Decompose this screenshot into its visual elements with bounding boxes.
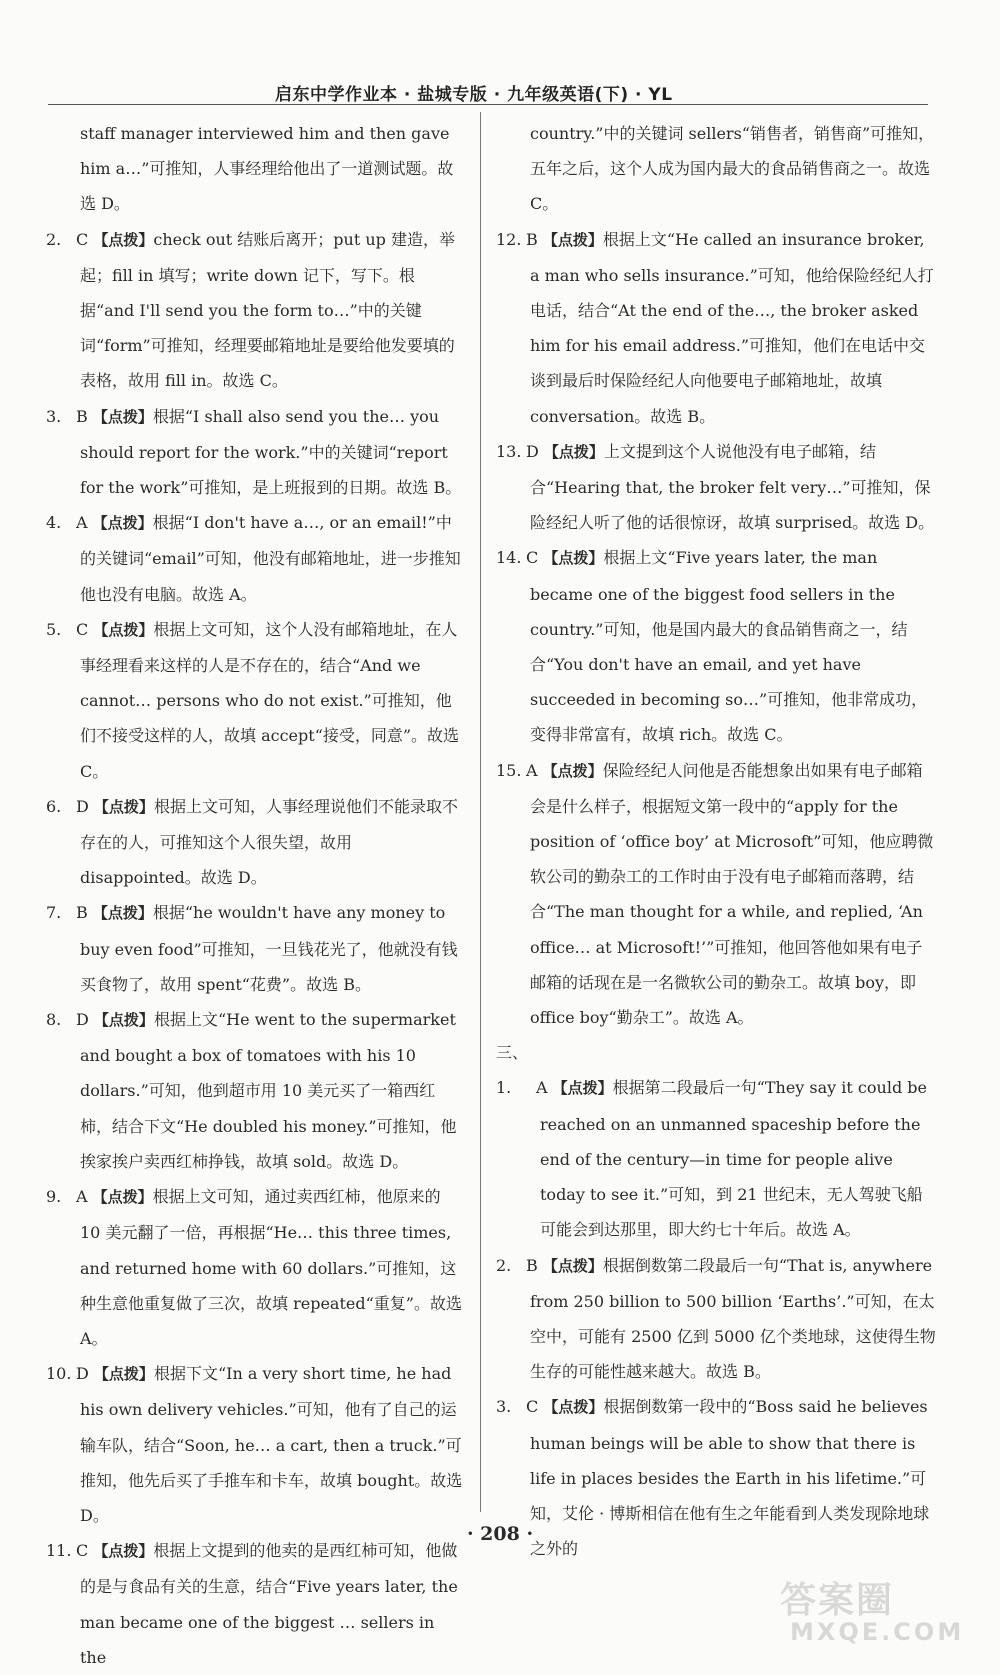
hint-tag: 【点拨】 [543, 1398, 604, 1417]
hint-tag: 【点拨】 [543, 549, 604, 568]
item-text: 根据上文提到的他卖的是西红柿可知，他做的是与食品有关的生意，结合“Five years later, the man became one of the biggest … sellers in the [80, 1541, 458, 1667]
item-text: 根据第二段最后一句“They say it could be reached on an unmanned spaceship before the end of the century—in time for people alive today to see it.”可知，到 21 世纪末，无人驾驶飞船可能会到达那里，即大约七十年后。故选 A。 [540, 1078, 927, 1240]
item-text: 根据上文可知，这个人没有邮箱地址，在人事经理看来这样的人是不存在的，结合“And we cannot… persons who do not exist.”可推知，他们不接受这样的人，故填 accept“接受，同意”。故选 C。 [80, 619, 460, 781]
hint-tag: 【点拨】 [92, 514, 153, 533]
item-text: 根据上文“He went to the supermarket and bought a box of tomatoes with his 10 dollars.”可知，他到超市用 10 美元买了一箱西红柿，结合下文“He doubled his money.”可推知，他挨家挨户卖西红柿挣钱，故填 sold。故选 D。 [80, 1010, 457, 1171]
watermark-site: MXQE.COM [790, 1618, 965, 1646]
answer-item [46, 505, 464, 612]
page-header [0, 0, 1000, 108]
left-column [46, 116, 464, 1667]
item-text: 根据下文“In a very short time, he had his own delivery vehicles.”可知，他有了自己的运输车队，结合“Soon, he… a cart, then a truck.”可推知，他先后买了手推车和卡车，故填 bought。故选 D。 [80, 1364, 463, 1525]
answer-item [46, 1533, 464, 1675]
item-text: 根据倒数第一段中的“Boss said he believes human beings will be able to show that there is life in places besides the Earth in his lifetime.”可知，艾伦 · 博斯相信在他有生之年能看到人类发现除地球之外的 [530, 1397, 930, 1559]
answer-item [496, 540, 936, 752]
item-text: 根据上文“He called an insurance broker, a man who sells insurance.”可知，他给保险经纪人打电话，结合“At the end of the…, the broker asked him for his email address.”可推知，他们在电话中交谈到最后时保险经纪人向他要电子邮箱地址，故填 conversation。故选 B。 [530, 229, 934, 426]
answer-item [46, 1356, 464, 1533]
hint-tag: 【点拨】 [93, 1542, 154, 1561]
answer-item [46, 1179, 464, 1356]
answer-item [496, 1248, 936, 1390]
item-number: 15. [496, 760, 522, 780]
item-text: 上文提到这个人说他没有电子邮箱，结合“Hearing that, the broker felt very…”可推知，保险经纪人听了他的话很惊讶，故填 surprised。故选 D。 [530, 441, 935, 533]
page-number: · 208 · [466, 1523, 534, 1545]
item-text: 根据上文“Five years later, the man became one of the biggest food sellers in the country.”可知，他是国内最大的食品销售商之一，结合“You don't have an email, and yet have succeeded in becoming so…”可推知，他非常成功，变得非常富有，故填 rich。故选 C。 [530, 548, 928, 745]
item-answer: B [526, 229, 538, 249]
header-rule [48, 104, 928, 105]
answer-item [496, 116, 936, 222]
item-answer: D [526, 441, 539, 461]
watermark-glyphs: 答案圈 [780, 1580, 895, 1621]
hint-tag: 【点拨】 [93, 1011, 154, 1030]
item-answer: C [76, 229, 89, 249]
item-number: 7. [46, 903, 62, 923]
answer-item [496, 1035, 936, 1247]
hint-tag: 【点拨】 [542, 1256, 603, 1275]
hint-tag: 【点拨】 [93, 797, 154, 816]
item-number: 5. [46, 619, 62, 639]
item-answer: C [76, 1541, 89, 1561]
item-text: 保险经纪人问他是否能想象出如果有电子邮箱会是什么样子，根据短文第一段中的“apply for the position of ‘office boy’ at Microsoft”可知，他应聘微软公司的勤杂工的工作时由于没有电子邮箱而落聘，结合“The man thought for a while, and replied, ‘An office… at Microsoft!’”可推知，他回答他如果有电子邮箱的话现在是一名微软公司的勤杂工。故填 boy，即 office boy“勤杂工”。故选 A。 [530, 760, 934, 1028]
answer-item [46, 116, 464, 222]
item-answer: B [526, 1255, 538, 1275]
item-answer: C [76, 619, 89, 639]
item-answer: A [76, 513, 88, 533]
answer-item [46, 399, 464, 506]
item-number: 12. [496, 229, 522, 249]
item-text: 根据“he wouldn't have any money to buy even food”可推知，一旦钱花光了，他就没有钱买食物了，故用 spent“花费”。故选 B。 [80, 903, 458, 994]
item-answer: B [76, 903, 88, 923]
item-text: 根据上文可知，人事经理说他们不能录取不存在的人，可推知这个人很失望，故用 disappointed。故选 D。 [80, 796, 458, 888]
hint-tag: 【点拨】 [93, 620, 154, 639]
hint-tag: 【点拨】 [93, 230, 154, 249]
item-number: 10. [46, 1364, 72, 1384]
hint-tag: 【点拨】 [543, 442, 604, 461]
answer-item [46, 1002, 464, 1179]
hint-tag: 【点拨】 [93, 1365, 154, 1384]
answer-item [46, 789, 464, 896]
answer-item [496, 753, 936, 1036]
column-divider [480, 112, 481, 1512]
header-title: 启东中学作业本 · 盐城专版 · 九年级英语(下) · YL [275, 85, 673, 105]
hint-tag: 【点拨】 [92, 904, 153, 923]
item-answer: A [526, 760, 538, 780]
hint-tag: 【点拨】 [92, 1188, 153, 1207]
item-number: 2. [46, 229, 62, 249]
answer-item [46, 222, 464, 399]
answer-item [496, 434, 936, 541]
item-number: 6. [46, 796, 62, 816]
item-text: staff manager interviewed him and then gave him a…”可推知，人事经理给他出了一道测试题。故选 D。 [80, 124, 454, 214]
item-text: 根据上文可知，通过卖西红柿，他原来的 10 美元翻了一倍，再根据“He… this three times, and returned home with 60 dollars.”可推知，这种生意他重复做了三次，故填 repeated“重复”。故选 A。 [80, 1187, 462, 1348]
item-answer: B [76, 406, 88, 426]
item-number: 2. [496, 1255, 512, 1275]
item-number: 3. [46, 406, 62, 426]
item-number: 4. [46, 513, 62, 533]
item-answer: D [76, 796, 89, 816]
item-text: check out 结账后离开；put up 建造，举起；fill in 填写；write down 记下，写下。根据“and I'll send you the form to…”中的关键词“form”可推知，经理要邮箱地址是要给他发要填的表格，故用 fill in。故选 C。 [80, 229, 455, 391]
item-answer: C [526, 1397, 539, 1417]
item-number: 3. [496, 1397, 512, 1417]
watermark-logo [780, 1572, 980, 1647]
item-text: 根据倒数第二段最后一句“That is, anywhere from 250 billion to 500 billion ‘Earths’.”可知，在太空中，可能有 2500 亿到 5000 亿个类地球，这使得生物生存的可能性越来越大。故选 B。 [530, 1255, 936, 1382]
item-number: 14. [496, 548, 522, 568]
item-number: 8. [46, 1010, 62, 1030]
item-text: 根据“I don't have a…, or an email!”中的关键词“email”可知，他没有邮箱地址，进一步推知他也没有电脑。故选 A。 [80, 513, 461, 604]
item-text: 根据“I shall also send you the… you should report for the work.”中的关键词“report for the work”可推知，是上班报到的日期。故选 B。 [80, 406, 462, 498]
answer-item [496, 222, 936, 434]
item-answer: D [76, 1364, 89, 1384]
hint-tag: 【点拨】 [92, 407, 153, 426]
hint-tag: 【点拨】 [542, 761, 603, 780]
item-text: country.”中的关键词 sellers“销售者，销售商”可推知，五年之后，这个人成为国内最大的食品销售商之一。故选 C。 [530, 124, 935, 214]
hint-tag: 【点拨】 [552, 1079, 613, 1098]
item-number: 11. [46, 1541, 72, 1561]
answer-item [46, 895, 464, 1002]
hint-tag: 【点拨】 [542, 230, 603, 249]
item-number: 13. [496, 441, 522, 461]
item-answer: A [76, 1187, 88, 1207]
item-answer: C [526, 548, 539, 568]
answer-item [496, 1389, 936, 1566]
answer-item [46, 612, 464, 789]
item-answer: A [536, 1078, 548, 1098]
item-number: 三、1. [496, 1043, 529, 1098]
item-number: 9. [46, 1187, 62, 1207]
item-answer: D [76, 1010, 89, 1030]
